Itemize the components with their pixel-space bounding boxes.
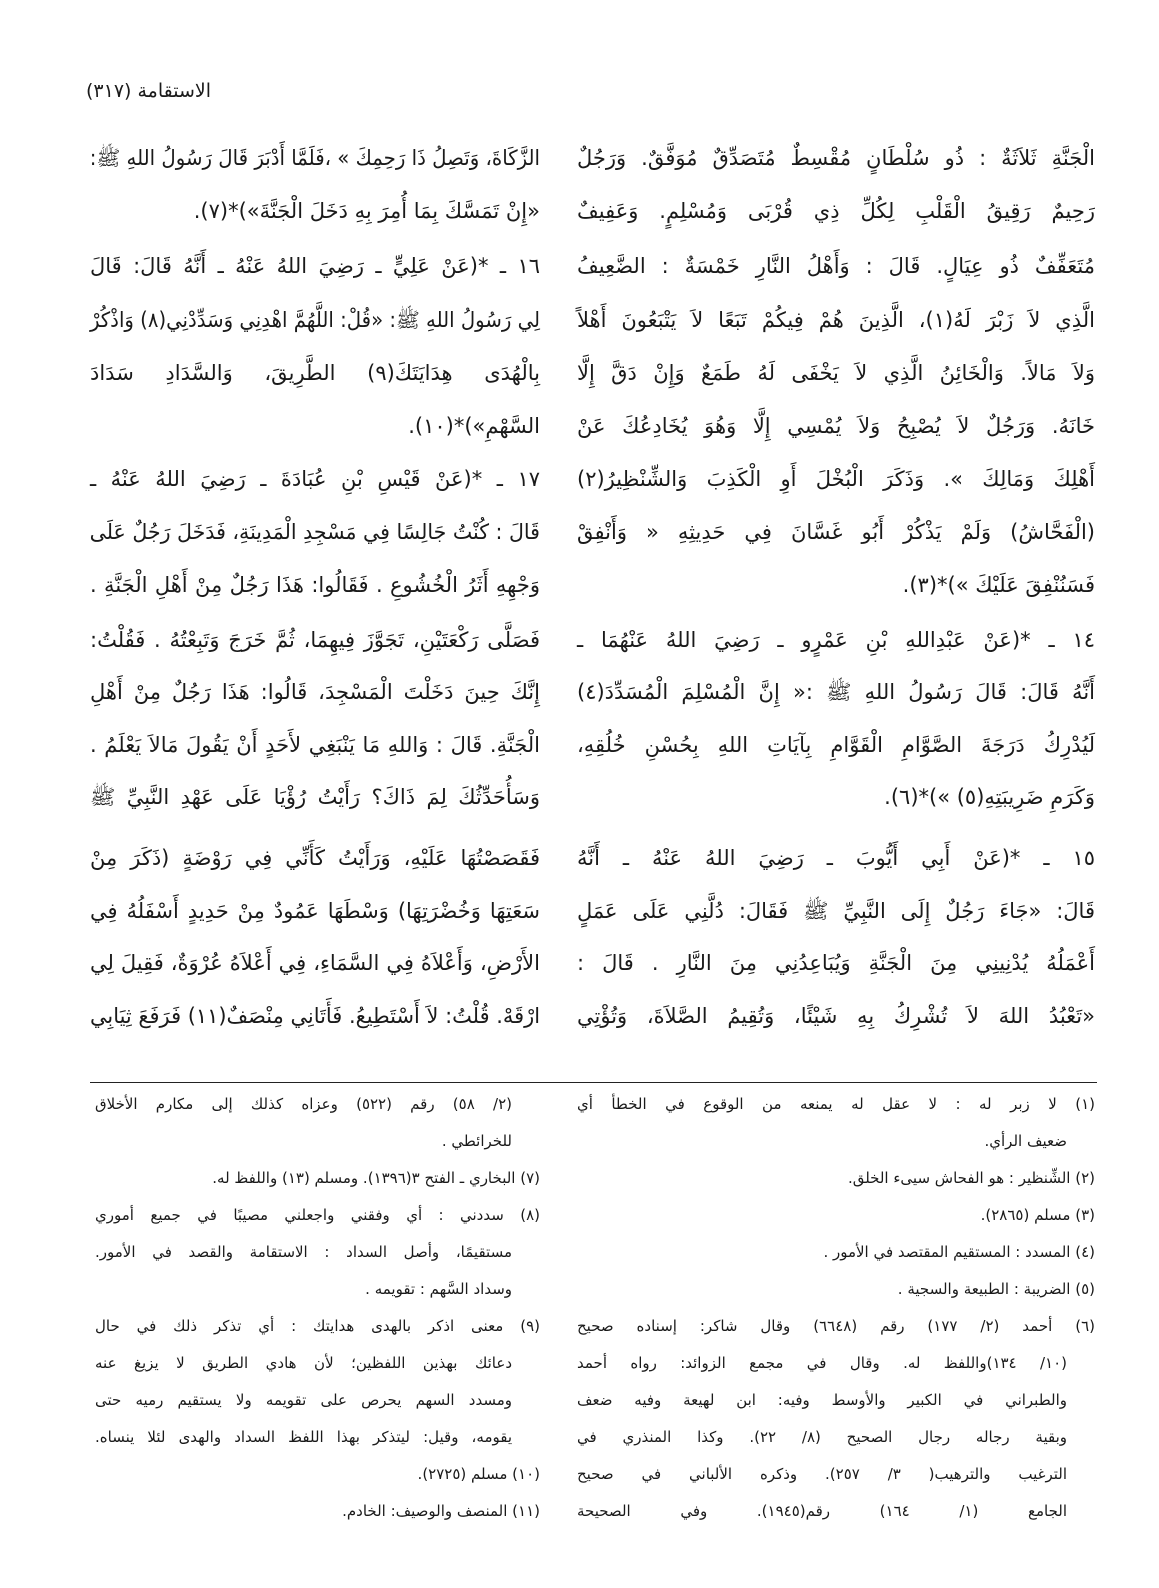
- footnote-line: الترغيب والترهيب( ٣/ ٢٥٧). وذكره الألباني في صحيح: [577, 1465, 1067, 1483]
- text-line: ارْقَهْ. قُلْتُ: لاَ أَسْتَطِيعُ. فَأَتَانِي مِنْصَفٌ(١١) فَرَفَعَ ثِيَابِي: [90, 1004, 540, 1028]
- text-line: ١٦ ـ *(عَنْ عَلِيٍّ ـ رَضِيَ اللهُ عَنْهُ ـ أَنَّهُ قَالَ: قَالَ: [90, 254, 540, 278]
- text-line: فَصَلَّى رَكْعَتَيْنِ، تَجَوَّزَ فِيهِمَا، ثُمَّ خَرَجَ وَتَبِعْتُهُ . فَقُلْتُ:: [90, 628, 540, 652]
- footnote-line: دعائك بهذين اللفظين؛ لأن هادي الطريق لا يزيغ عنه: [95, 1354, 512, 1372]
- footnote-line: للخرائطي .: [441, 1132, 512, 1150]
- text-line: الْجَنَّةِ. قَالَ : وَاللهِ مَا يَنْبَغِي لأَحَدٍ أَنْ يَقُولَ مَالاَ يَعْلَمُ .: [90, 733, 540, 757]
- text-line: أَهْلِكَ وَمَالِكَ ». وَذَكَرَ الْبُخْلَ أَوِ الْكَذِبَ وَالشِّنْظِيرُ(٢): [577, 467, 1095, 491]
- footnote-line: (٧) البخاري ـ الفتح ٣(١٣٩٦). ومسلم (١٣) واللفظ له.: [212, 1169, 540, 1187]
- text-line: قَالَ : كُنْتُ جَالِسًا فِي مَسْجِدِ الْمَدِينَةِ، فَدَخَلَ رَجُلٌ عَلَى: [89, 520, 541, 544]
- text-line: وَسَأُحَدِّثُكَ لِمَ ذَاكَ؟ رَأَيْتُ رُؤْيَا عَلَى عَهْدِ النَّبِيِّ ﷺ: [90, 785, 540, 809]
- text-line: بِالْهُدَى هِدَايَتَكَ(٩) الطَّرِيقَ، وَالسَّدَادِ سَدَادَ: [90, 361, 540, 385]
- text-line: ١٤ ـ *(عَنْ عَبْدِاللهِ بْنِ عَمْرٍو ـ رَضِيَ اللهُ عَنْهُمَا ـ: [577, 628, 1095, 652]
- text-line: أَعْمَلُهُ يُدْنِينِي مِنَ الْجَنَّةِ وَيُبَاعِدُنِي مِنَ النَّارِ . قَالَ :: [577, 951, 1095, 975]
- footnote-line: (٨) سددني : أي وفقني واجعلني مصيبًا في جميع أموري: [95, 1206, 540, 1224]
- text-line: وَجْهِهِ أَثَرُ الْخُشُوعِ . فَقَالُوا: هَذَا رَجُلٌ مِنْ أَهْلِ الْجَنَّةِ .: [90, 573, 540, 597]
- footnote-line: (٤) المسدد : المستقيم المقتصد في الأمور .: [823, 1243, 1095, 1261]
- text-line: سَعَتِهَا وَخُضْرَتِهَا) وَسْطَهَا عَمُودٌ مِنْ حَدِيدٍ أَسْفَلُهُ فِي: [90, 899, 540, 923]
- footnote-line: والطبراني في الكبير والأوسط وفيه: ابن لهيعة وفيه ضعف: [577, 1391, 1067, 1409]
- footnote-line: (١٠) مسلم (٢٧٢٥).: [417, 1465, 540, 1483]
- text-line: (الْفَحَّاشُ) وَلَمْ يَذْكُرْ أَبُو غَسَّانَ فِي حَدِيثِهِ « وَأَنْفِقْ: [577, 520, 1095, 544]
- text-line: لِي رَسُولُ اللهِ ﷺ: «قُلْ: اللَّهُمَّ اهْدِنِي وَسَدِّدْنِي(٨) وَاذْكُرْ: [89, 308, 540, 332]
- footnote-line: ضعيف الرأي.: [984, 1132, 1067, 1150]
- text-line: الأَرْضِ، وَأَعْلاَهُ فِي السَّمَاءِ، فِي أَعْلاَهُ عُرْوَةٌ، فَقِيلَ لِي: [90, 951, 540, 975]
- text-line: الَّذِي لاَ زَبْرَ لَهُ(١)، الَّذِينَ هُمْ فِيكُمْ تَبَعًا لاَ يَتْبَعُونَ أَهْلاً: [577, 308, 1095, 332]
- footnote-line: الجامع (١/ ١٦٤) رقم(١٩٤٥). وفي الصحيحة: [577, 1502, 1067, 1520]
- footnote-line: (٢/ ٥٨) رقم (٥٢٢) وعزاه كذلك إلى مكارم الأخلاق: [95, 1095, 512, 1113]
- text-line: السَّهْمِ»)*(١٠).: [408, 414, 540, 438]
- text-line: «تَعْبُدُ اللهَ لاَ تُشْرِكُ بِهِ شَيْئًا، وَتُقِيمُ الصَّلاَةَ، وَتُؤْتِي: [577, 1004, 1095, 1028]
- footnote-line: يقومه، وقيل: ليتذكر بهذا اللفظ السداد والهدى لئلا ينساه.: [95, 1428, 512, 1446]
- text-line: مُتَعَفِّفٌ ذُو عِيَالٍ. قَالَ : وَأَهْلُ النَّارِ خَمْسَةٌ : الضَّعِيفُ: [577, 254, 1095, 278]
- text-line: فَقَصَصْتُهَا عَلَيْهِ، وَرَأَيْتُ كَأَنِّي فِي رَوْضَةٍ (ذَكَرَ مِنْ: [90, 846, 540, 870]
- running-header: الاستقامة (٣١٧): [86, 80, 212, 102]
- text-line: وَكَرَمِ ضَرِيبَتِهِ(٥) »)*(٦).: [884, 785, 1095, 809]
- text-line: الزَّكَاةَ، وَتَصِلُ ذَا رَحِمِكَ » ،فَلَمَّا أَدْبَرَ قَالَ رَسُولُ اللهِ ﷺ:: [89, 146, 540, 170]
- footnote-line: وبقية رجاله رجال الصحيح (٨/ ٢٢). وكذا المنذري في: [577, 1428, 1067, 1446]
- text-line: لَيُدْرِكُ دَرَجَةَ الصَّوَّامِ الْقَوَّامِ بِآيَاتِ اللهِ بِحُسْنِ خُلُقِهِ،: [577, 733, 1095, 757]
- footnote-line: (١) لا زبر له : لا عقل له يمنعه من الوقوع في الخطأ أي: [577, 1095, 1095, 1113]
- text-line: ١٥ ـ *(عَنْ أَبِي أَيُّوبَ ـ رَضِيَ اللهُ عَنْهُ ـ أَنَّهُ: [577, 846, 1095, 870]
- footnote-line: (١٠/ ١٣٤)واللفظ له. وقال في مجمع الزوائد: رواه أحمد: [577, 1354, 1067, 1372]
- footnote-line: (٩) معنى اذكر بالهدى هدايتك : أي تذكر ذلك في حال: [95, 1317, 540, 1335]
- footnote-line: (٣) مسلم (٢٨٦٥).: [980, 1206, 1095, 1224]
- footnote-separator: [90, 1082, 1097, 1083]
- text-line: وَلاَ مَالاً. وَالْخَائِنُ الَّذِي لاَ يَخْفَى لَهُ طَمَعٌ وَإِنْ دَقَّ إِلَّا: [577, 361, 1095, 385]
- text-line: ١٧ ـ *(عَنْ قَيْسِ بْنِ عُبَادَةَ ـ رَضِيَ اللهُ عَنْهُ ـ: [90, 467, 540, 491]
- text-line: فَسَنُنْفِقَ عَلَيْكَ »)*(٣).: [902, 573, 1095, 597]
- footnote-line: وسداد السَّهم : تقويمه .: [365, 1280, 512, 1298]
- text-line: إِنَّكَ حِينَ دَخَلْتَ الْمَسْجِدَ، قَالُوا: هَذَا رَجُلٌ مِنْ أَهْلِ: [90, 680, 540, 704]
- text-line: خَانَهُ. وَرَجُلٌ لاَ يُصْبِحُ وَلاَ يُمْسِي إِلَّا وَهُوَ يُخَادِعُكَ عَنْ: [577, 414, 1095, 438]
- footnote-line: (٢) الشِّنظير : هو الفحاش سيىء الخلق.: [847, 1169, 1095, 1187]
- text-line: رَحِيمٌ رَقِيقُ الْقَلْبِ لِكُلِّ ذِي قُرْبَى وَمُسْلِمٍ. وَعَفِيفٌ: [577, 199, 1095, 223]
- text-line: أَنَّهُ قَالَ: قَالَ رَسُولُ اللهِ ﷺ :« إِنَّ الْمُسْلِمَ الْمُسَدِّدَ(٤): [577, 680, 1095, 704]
- text-line: قَالَ: «جَاءَ رَجُلٌ إِلَى النَّبِيِّ ﷺ فَقَالَ: دُلَّنِي عَلَى عَمَلٍ: [577, 899, 1095, 923]
- footnote-line: (٥) الضريبة : الطبيعة والسجية .: [897, 1280, 1095, 1298]
- footnote-line: (١١) المنصف والوصيف: الخادم.: [342, 1502, 540, 1520]
- footnote-line: (٦) أحمد (٢/ ١٧٧) رقم (٦٦٤٨) وقال شاكر: إسناده صحيح: [577, 1317, 1095, 1335]
- footnote-line: ومسدد السهم يحرص على تقويمه ولا يستقيم رميه حتى: [95, 1391, 512, 1409]
- text-line: «إِنْ تَمَسَّكَ بِمَا أُمِرَ بِهِ دَخَلَ الْجَنَّةَ»)*(٧).: [193, 199, 540, 223]
- footnote-line: مستقيمًا، وأصل السداد : الاستقامة والقصد في الأمور.: [95, 1243, 512, 1261]
- text-line: الْجَنَّةِ ثَلاَثَةٌ : ذُو سُلْطَانٍ مُقْسِطٌ مُتَصَدِّقٌ مُوَفَّقٌ. وَرَجُلٌ: [577, 146, 1095, 170]
